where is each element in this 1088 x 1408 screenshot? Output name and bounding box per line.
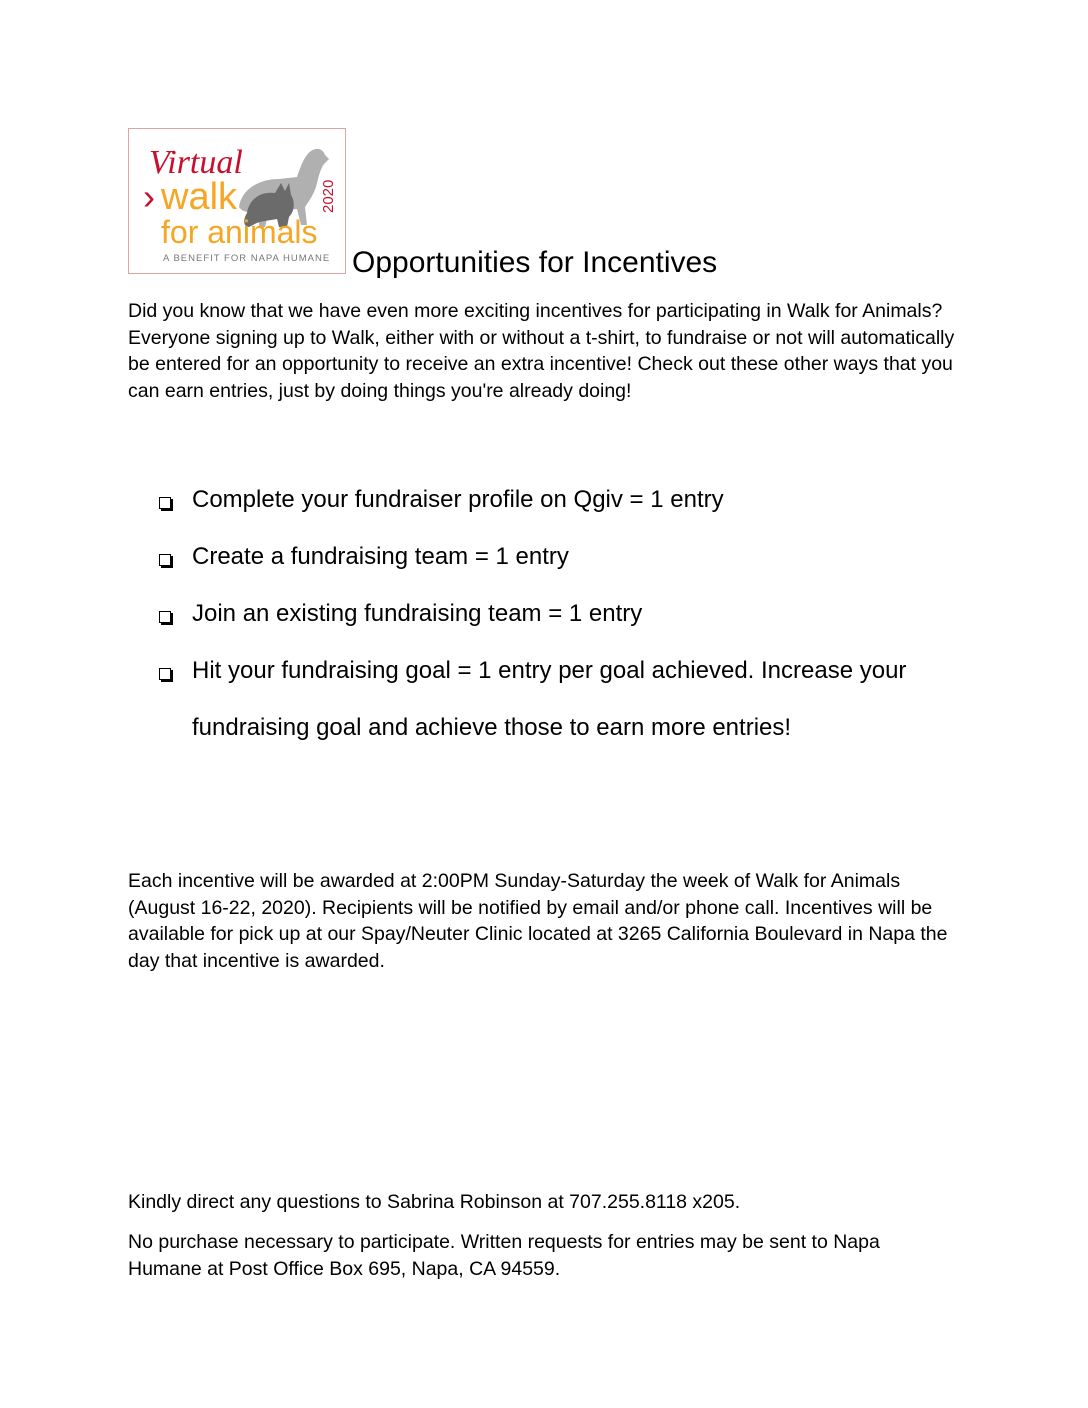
event-logo [128, 128, 346, 274]
checkbox-bullet-icon [159, 497, 171, 509]
incentive-list [155, 478, 975, 770]
checkbox-bullet-icon [159, 668, 171, 680]
award-info-paragraph: Each incentive will be awarded at 2:00PM Sunday-Saturday the week of Walk for Animals (August 16-22, 2020). Recipients will be notified by email and/or phone call. Incentives will be available for pick up at our Spay/Neuter Clinic located at 3265 California Boulevard in Napa the day that incentive is awarded. [128, 870, 948, 972]
logo-tagline-text: A BENEFIT FOR NAPA HUMANE [163, 253, 331, 264]
list-item [155, 535, 975, 578]
logo-year-text: 2020 [320, 179, 337, 213]
list-item [155, 592, 975, 635]
list-item-text: Complete your fundraiser profile on Qgiv = 1 entry [192, 486, 724, 513]
list-item [155, 478, 975, 521]
logo-animals-text: for animals [161, 214, 318, 250]
logo-walk-text: walk [161, 176, 238, 218]
walk-for-animals-logo-graphic [129, 129, 345, 273]
list-item [155, 649, 975, 756]
checkbox-bullet-icon [159, 554, 171, 566]
list-item-text: Join an existing fundraising team = 1 entry [192, 600, 643, 627]
logo-chevron: › [143, 176, 155, 217]
checkbox-bullet-icon [159, 611, 171, 623]
logo-virtual-text: Virtual [149, 144, 243, 181]
list-item-text: Hit your fundraising goal = 1 entry per goal achieved. Increase your fundraising goal and achieve those to earn more entries! [192, 657, 907, 741]
page-title: Opportunities for Incentives [352, 246, 718, 279]
list-item-text: Create a fundraising team = 1 entry [192, 543, 569, 570]
intro-paragraph: Did you know that we have even more exciting incentives for participating in Walk for Animals? Everyone signing up to Walk, either with or without a t-shirt, to fundraise or not will automatically be entered for an opportunity to receive an extra incentive! Check out these other ways that you can earn entries, just by doing things you're already doing! [128, 300, 955, 402]
contact-paragraph: Kindly direct any questions to Sabrina Robinson at 707.255.8118 x205. [128, 1191, 741, 1213]
legal-paragraph: No purchase necessary to participate. Written requests for entries may be sent to Napa Humane at Post Office Box 695, Napa, CA 94559. [128, 1231, 880, 1280]
